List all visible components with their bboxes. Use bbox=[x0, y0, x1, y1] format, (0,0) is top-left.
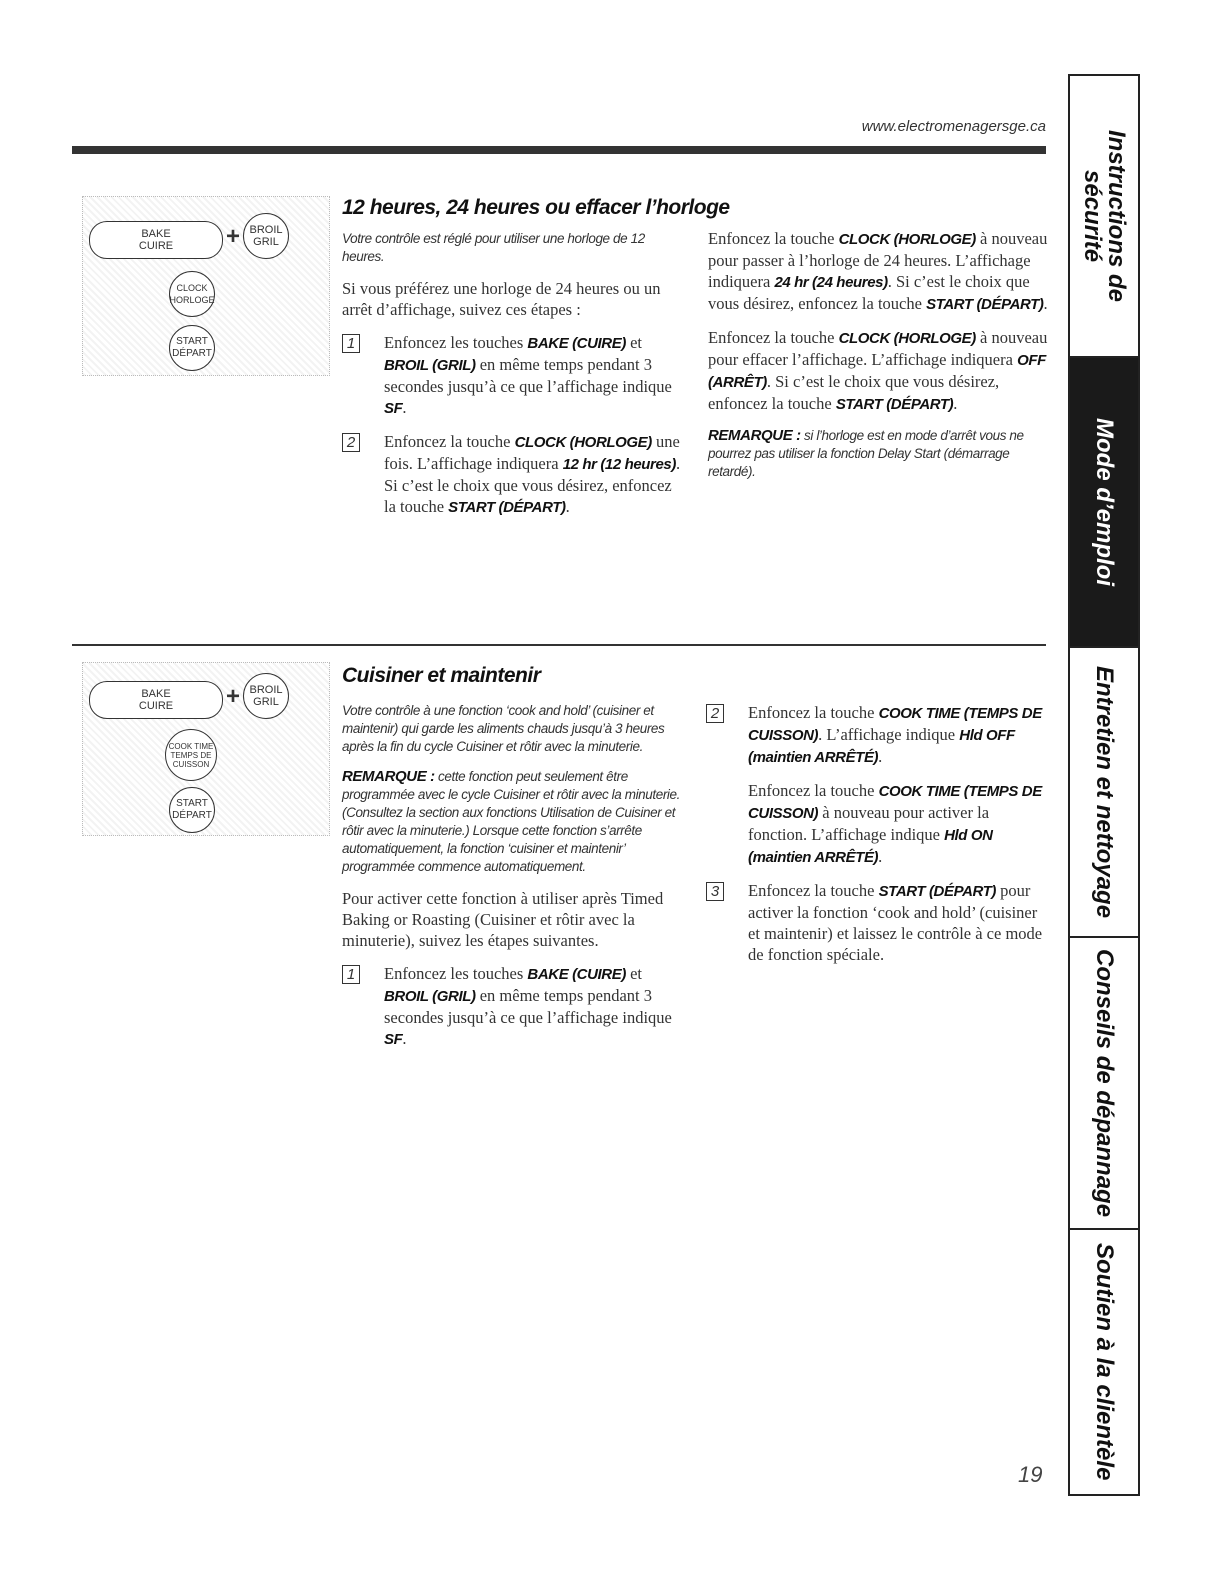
text: . L’affichage indique bbox=[818, 725, 960, 744]
text: . Si c’est le choix que vous désirez, enfoncez la touche bbox=[384, 454, 681, 516]
display-ref: 24 hr (24 heures) bbox=[774, 274, 888, 291]
display-ref: SF bbox=[384, 400, 403, 417]
broil-key bbox=[243, 673, 289, 719]
section1-right-para1 bbox=[708, 228, 1052, 315]
step-number: 2 bbox=[706, 704, 724, 723]
text: Enfoncez la touche bbox=[748, 781, 879, 800]
side-tab-troubleshooting[interactable] bbox=[1070, 938, 1138, 1230]
side-tab-bar bbox=[1068, 74, 1140, 1496]
keypad-illustration-2 bbox=[82, 662, 330, 836]
clock-key-label: CLOCK HORLOGE bbox=[169, 283, 215, 305]
side-tab-label: Instructions de sécurité bbox=[1079, 129, 1130, 303]
website-url: www.electromenagersge.ca bbox=[861, 118, 1046, 135]
page-number: 19 bbox=[1018, 1462, 1043, 1487]
key-ref: COOK TIME (TEMPS DE CUISSON) bbox=[748, 705, 1042, 744]
side-tab-label: Soutien à la clientèle bbox=[1091, 1243, 1118, 1481]
side-tab-label: Entretien et nettoyage bbox=[1091, 665, 1118, 919]
text: Enfoncez les touches bbox=[384, 333, 528, 352]
side-tab-care-cleaning[interactable] bbox=[1070, 648, 1138, 938]
note-label: REMARQUE : bbox=[342, 768, 435, 785]
side-tab-consumer-support[interactable] bbox=[1070, 1230, 1138, 1494]
cook-time-key-label: COOK TIME TEMPS DE CUISSON bbox=[168, 741, 214, 769]
text: . bbox=[878, 747, 883, 766]
text: . bbox=[402, 1029, 407, 1048]
text: . bbox=[565, 497, 570, 516]
side-tab-safety[interactable] bbox=[1070, 76, 1138, 358]
bake-key-label: BAKE CUIRE bbox=[138, 688, 174, 712]
text: à nouveau pour effacer l’affichage. L’affichage indiquera bbox=[708, 328, 1048, 369]
text: . bbox=[402, 398, 407, 417]
step-number: 3 bbox=[706, 882, 724, 901]
section-divider bbox=[72, 644, 1046, 646]
text: une fois. L’affichage indiquera bbox=[384, 432, 680, 473]
section1-title: 12 heures, 24 heures ou effacer l’horloge bbox=[342, 196, 730, 219]
section1-step1 bbox=[342, 332, 682, 419]
step-number: 1 bbox=[342, 965, 360, 984]
section2-title: Cuisiner et maintenir bbox=[342, 664, 541, 687]
display-ref: Hld OFF (maintien ARRÊTÉ) bbox=[748, 727, 1015, 766]
section2-lead: Pour activer cette fonction à utiliser après Timed Baking or Roasting (Cuisiner et rôtir avec la minuterie), suivez les étapes suivantes. bbox=[342, 889, 664, 950]
key-ref: BROIL (GRIL) bbox=[384, 988, 476, 1005]
key-ref: BAKE (CUIRE) bbox=[527, 966, 626, 983]
text: Enfoncez la touche bbox=[708, 229, 839, 248]
section2-right-column bbox=[706, 702, 1046, 965]
cook-time-key bbox=[165, 729, 217, 781]
text: . Si c’est le choix que vous désirez, enfoncez la touche bbox=[708, 272, 1030, 313]
key-ref: BAKE (CUIRE) bbox=[527, 335, 626, 352]
section1-note bbox=[708, 427, 1052, 481]
text: Enfoncez la touche bbox=[384, 432, 515, 451]
start-key bbox=[169, 787, 215, 833]
text: Enfoncez les touches bbox=[384, 964, 528, 983]
note-label: REMARQUE : bbox=[708, 427, 801, 444]
section2-step3 bbox=[706, 880, 1046, 965]
bake-key bbox=[89, 221, 223, 259]
header-rule bbox=[72, 146, 1046, 154]
step-number: 1 bbox=[342, 334, 360, 353]
side-tab-operating[interactable] bbox=[1070, 358, 1138, 648]
key-ref: CLOCK (HORLOGE) bbox=[838, 330, 976, 347]
display-ref: SF bbox=[384, 1031, 403, 1048]
section1-intro: Votre contrôle est réglé pour utiliser une horloge de 12 heures. bbox=[342, 231, 645, 264]
plus-sign: + bbox=[226, 683, 241, 710]
side-tab-label: Mode d’emploi bbox=[1091, 418, 1118, 586]
display-ref: Hld ON (maintien ARRÊTÉ) bbox=[748, 827, 993, 866]
section1-left-column bbox=[342, 230, 682, 518]
text: pour activer la fonction ‘cook and hold’ (cuisiner et maintenir) et laissez le contrôle à ce mode de fonction spéciale. bbox=[748, 881, 1043, 964]
bake-key-label: BAKE CUIRE bbox=[138, 228, 174, 252]
key-ref: START (DÉPART) bbox=[878, 883, 997, 900]
broil-key bbox=[243, 213, 289, 259]
key-ref: BROIL (GRIL) bbox=[384, 357, 476, 374]
text: en même temps pendant 3 secondes jusqu’à ce que l’affichage indique bbox=[384, 355, 672, 396]
plus-sign: + bbox=[226, 223, 241, 250]
key-ref: CLOCK (HORLOGE) bbox=[514, 434, 652, 451]
broil-key-label: BROIL GRIL bbox=[249, 684, 283, 708]
text: . bbox=[878, 847, 883, 866]
note-text: cette fonction peut seulement être programmée avec le cycle Cuisiner et rôtir avec la minuterie. (Consultez la section aux fonctions Utilisation de Cuisiner et rôtir avec la minuterie.) Lorsque cette fonction s’arrête automatiquement, la fonction ‘cuisiner et maintenir’ programmée commence automatiquement. bbox=[342, 769, 680, 874]
text: Enfoncez la touche bbox=[708, 328, 839, 347]
section1-right-para2 bbox=[708, 327, 1052, 415]
key-ref: START (DÉPART) bbox=[835, 396, 954, 413]
text: Enfoncez la touche bbox=[748, 703, 879, 722]
text: . bbox=[953, 394, 958, 413]
section2-intro: Votre contrôle à une fonction ‘cook and hold’ (cuisiner et maintenir) qui garde les aliments chauds jusqu’à 3 heures après la fin du cycle Cuisiner et rôtir avec la minuterie. bbox=[342, 703, 665, 754]
section2-note bbox=[342, 768, 682, 876]
step-number: 2 bbox=[342, 433, 360, 452]
section2-step1 bbox=[342, 963, 682, 1050]
display-ref: OFF (ARRÊT) bbox=[708, 352, 1046, 391]
note-text: si l’horloge est en mode d’arrêt vous ne pourrez pas utiliser la fonction Delay Start (démarrage retardé). bbox=[708, 428, 1024, 479]
start-key-label: START DÉPART bbox=[172, 798, 212, 821]
text: et bbox=[625, 333, 642, 352]
display-ref: 12 hr (12 heures) bbox=[562, 456, 676, 473]
key-ref: COOK TIME (TEMPS DE CUISSON) bbox=[748, 783, 1042, 822]
section2-left-column bbox=[342, 702, 682, 1050]
start-key bbox=[169, 325, 215, 371]
section1-step2 bbox=[342, 431, 682, 518]
section1-right-column bbox=[708, 228, 1052, 481]
text: Enfoncez la touche bbox=[748, 881, 879, 900]
text: . Si c’est le choix que vous désirez, enfoncez la touche bbox=[708, 372, 1000, 413]
text: et bbox=[625, 964, 642, 983]
key-ref: CLOCK (HORLOGE) bbox=[838, 231, 976, 248]
broil-key-label: BROIL GRIL bbox=[249, 224, 283, 248]
section1-lead: Si vous préférez une horloge de 24 heures ou un arrêt d’affichage, suivez ces étapes : bbox=[342, 279, 661, 319]
keypad-illustration-1 bbox=[82, 196, 330, 376]
side-tab-label: Conseils de dépannage bbox=[1091, 948, 1118, 1218]
bake-key bbox=[89, 681, 223, 719]
start-key-label: START DÉPART bbox=[172, 336, 212, 359]
clock-key bbox=[169, 271, 215, 317]
key-ref: START (DÉPART) bbox=[448, 499, 566, 516]
text: à nouveau pour passer à l’horloge de 24 heures. L’affichage indiquera bbox=[708, 229, 1048, 291]
section2-step2-continued bbox=[706, 780, 1046, 868]
section2-step2 bbox=[706, 702, 1046, 768]
text: à nouveau pour activer la fonction. L’affichage indique bbox=[748, 803, 990, 844]
text: en même temps pendant 3 secondes jusqu’à ce que l’affichage indique bbox=[384, 986, 672, 1027]
key-ref: START (DÉPART) bbox=[926, 296, 1044, 313]
text: . bbox=[1043, 294, 1048, 313]
